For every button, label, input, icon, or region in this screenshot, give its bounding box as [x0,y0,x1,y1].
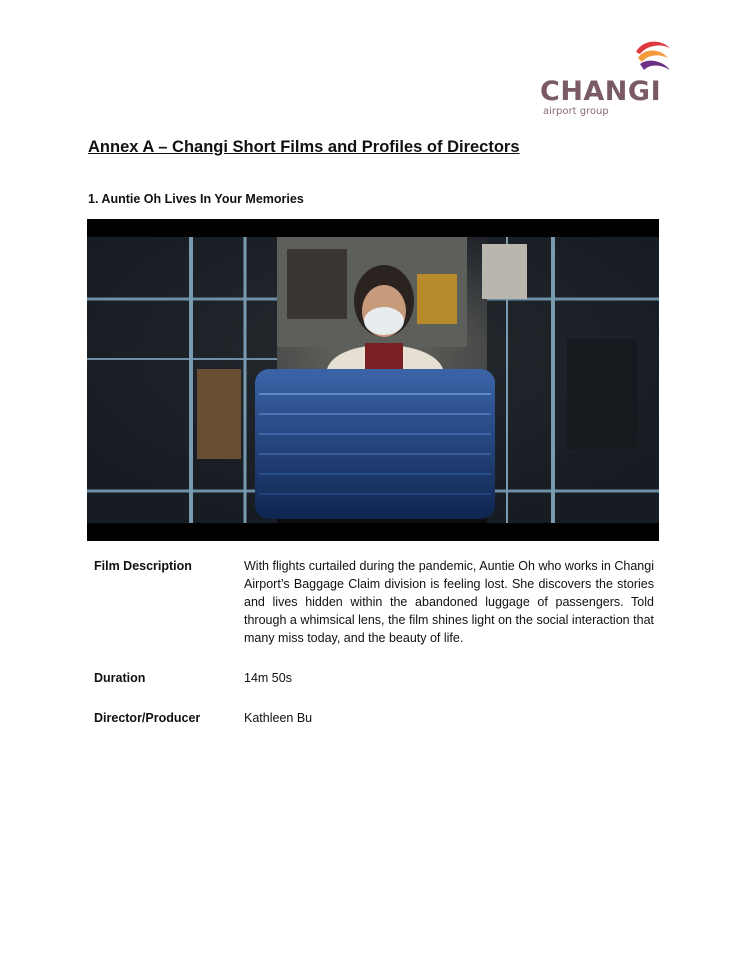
duration-value: 14m 50s [244,671,292,685]
film-still-image [87,219,659,541]
director-producer-row [94,709,654,727]
annex-title: Annex A – Changi Short Films and Profiles of Directors [88,138,520,156]
film-info-table [94,557,654,749]
director-producer-value: Kathleen Bu [244,711,313,725]
director-producer-label: Director/Producer [94,711,201,725]
film-description-label: Film Description [94,559,192,573]
logo-wordmark: CHANGI [540,76,662,107]
changi-logo [536,36,676,120]
film-still-photo-icon [87,219,659,541]
duration-row [94,669,654,687]
changi-swirl-icon [632,38,674,76]
film-description-row [94,557,654,647]
logo-subtitle: airport group [543,106,609,117]
film-description-value: With flights curtailed during the pandemic, Auntie Oh who works in Changi Airport’s Baggage Claim division is feeling lost. She discovers the stories and lives hidden within the abandoned luggage of passengers. Told through a whimsical lens, the film shines light on the social interaction that many miss today, and the beauty of life. [244,559,654,645]
duration-label: Duration [94,671,146,685]
film-heading: 1. Auntie Oh Lives In Your Memories [88,192,304,206]
